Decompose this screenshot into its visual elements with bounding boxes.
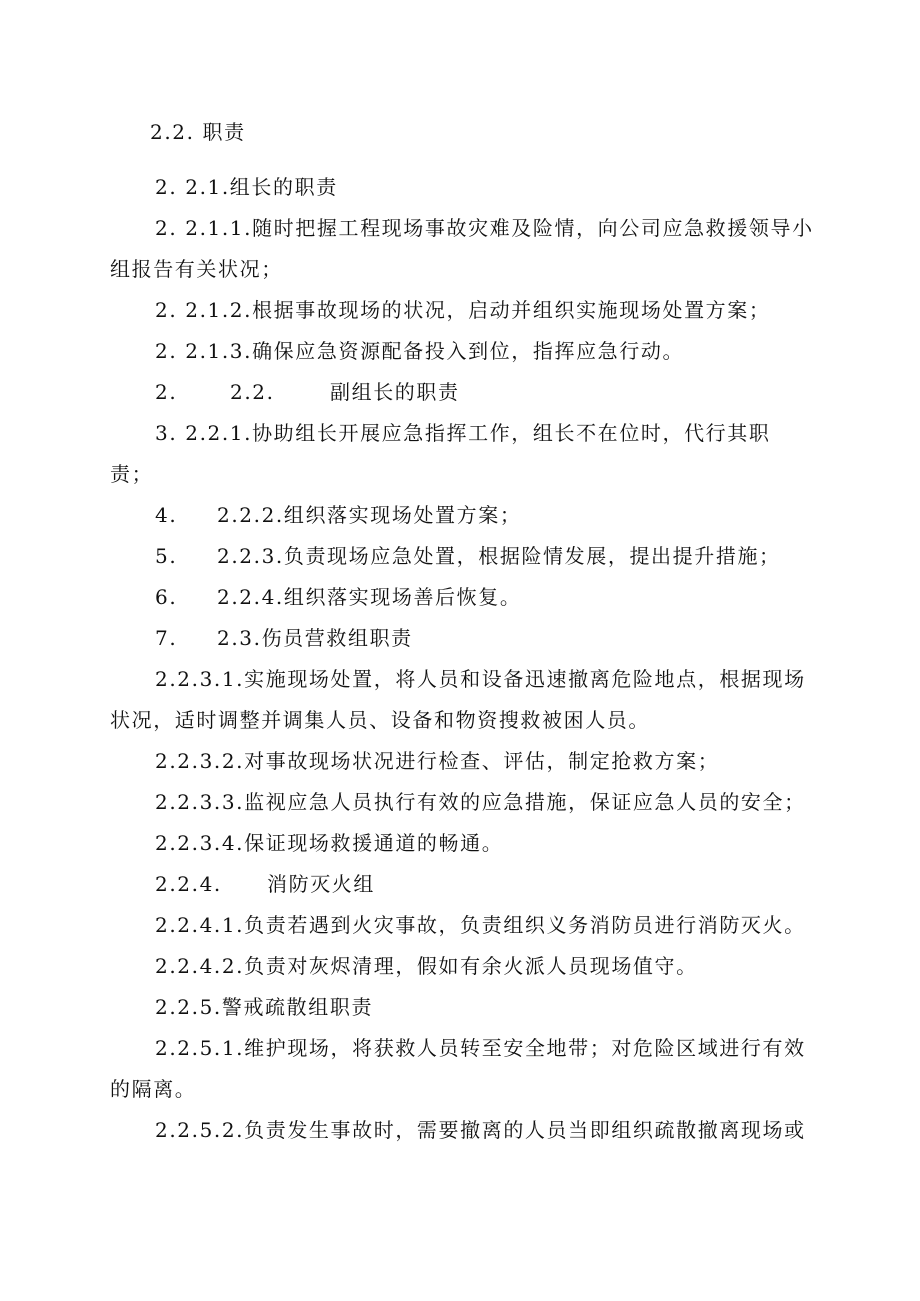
paragraph-text: 2.2.3.2.对事故现场状况进行检查、评估，制定抢救方案；	[155, 749, 720, 773]
list-item	[155, 503, 521, 527]
paragraph-line	[110, 1077, 196, 1101]
section-heading	[150, 120, 246, 144]
paragraph-text: 状况，适时调整并调集人员、设备和物资搜救被困人员。	[110, 708, 650, 732]
subsection-heading	[155, 872, 375, 896]
paragraph-text: 2. 2.1.1.随时把握工程现场事故灾难及险情，向公司应急救援领导小	[155, 216, 814, 240]
heading-text: 消防灭火组	[267, 872, 375, 896]
heading-number: 2.2.4.	[155, 872, 222, 896]
paragraph-line	[155, 749, 719, 773]
paragraph-text: 2.2.3.1.实施现场处置，将人员和设备迅速撤离危险地点，根据现场	[155, 667, 806, 691]
list-text: 2.2.4.组织落实现场善后恢复。	[217, 585, 522, 609]
paragraph-line	[155, 421, 771, 445]
paragraph-text: 2.2.3.4.保证现场救援通道的畅通。	[155, 831, 504, 855]
list-number: 6.	[155, 585, 178, 609]
list-text: 2.3.伤员营救组职责	[217, 626, 413, 650]
paragraph-line	[155, 216, 814, 240]
list-item	[155, 544, 781, 568]
heading-text: 2.2. 职责	[150, 120, 246, 144]
paragraph-line	[155, 1118, 806, 1142]
paragraph-text: 2. 2.1.3.确保应急资源配备投入到位，指挥应急行动。	[155, 339, 685, 363]
heading-number: 2.2.	[230, 380, 275, 404]
paragraph-line	[155, 339, 684, 363]
list-number: 4.	[155, 503, 178, 527]
paragraph-text: 2.2.5.1.维护现场，将获救人员转至安全地带；对危险区域进行有效	[155, 1036, 806, 1060]
paragraph-line	[155, 667, 806, 691]
paragraph-text: 2.2.3.3.监视应急人员执行有效的应急措施，保证应急人员的安全；	[155, 790, 806, 814]
list-text: 2.2.3.负责现场应急处置，根据险情发展，提出提升措施；	[217, 544, 781, 568]
list-item	[155, 585, 521, 609]
paragraph-text: 2.2.4.2.负责对灰烬清理，假如有余火派人员现场值守。	[155, 954, 698, 978]
list-number: 7.	[155, 626, 178, 650]
list-number: 5.	[155, 544, 178, 568]
list-item	[155, 626, 413, 650]
heading-text: 2. 2.1.组长的职责	[155, 175, 338, 199]
paragraph-text: 2. 2.1.2.根据事故现场的状况，启动并组织实施现场处置方案；	[155, 298, 771, 322]
paragraph-text: 组报告有关状况；	[110, 257, 283, 281]
list-number: 2.	[155, 380, 178, 404]
paragraph-line	[155, 1036, 806, 1060]
heading-text: 2.2.5.警戒疏散组职责	[155, 995, 374, 1019]
paragraph-line	[110, 257, 283, 281]
paragraph-text: 2.2.5.2.负责发生事故时，需要撤离的人员当即组织疏散撤离现场或	[155, 1118, 806, 1142]
subsection-heading	[155, 380, 460, 404]
paragraph-text: 的隔离。	[110, 1077, 197, 1101]
subsection-heading	[155, 995, 373, 1019]
heading-text: 副组长的职责	[330, 380, 460, 404]
paragraph-text: 3. 2.2.1.协助组长开展应急指挥工作，组长不在位时，代行其职	[155, 421, 771, 445]
paragraph-line	[110, 462, 153, 486]
paragraph-line	[110, 708, 650, 732]
paragraph-line	[155, 954, 698, 978]
paragraph-text: 2.2.4.1.负责若遇到火灾事故，负责组织义务消防员进行消防灭火。	[155, 913, 806, 937]
paragraph-line	[155, 831, 503, 855]
list-text: 2.2.2.组织落实现场处置方案；	[217, 503, 522, 527]
subsection-heading	[155, 175, 338, 199]
paragraph-line	[155, 913, 806, 937]
paragraph-line	[155, 790, 806, 814]
paragraph-line	[155, 298, 771, 322]
paragraph-text: 责；	[110, 462, 154, 486]
